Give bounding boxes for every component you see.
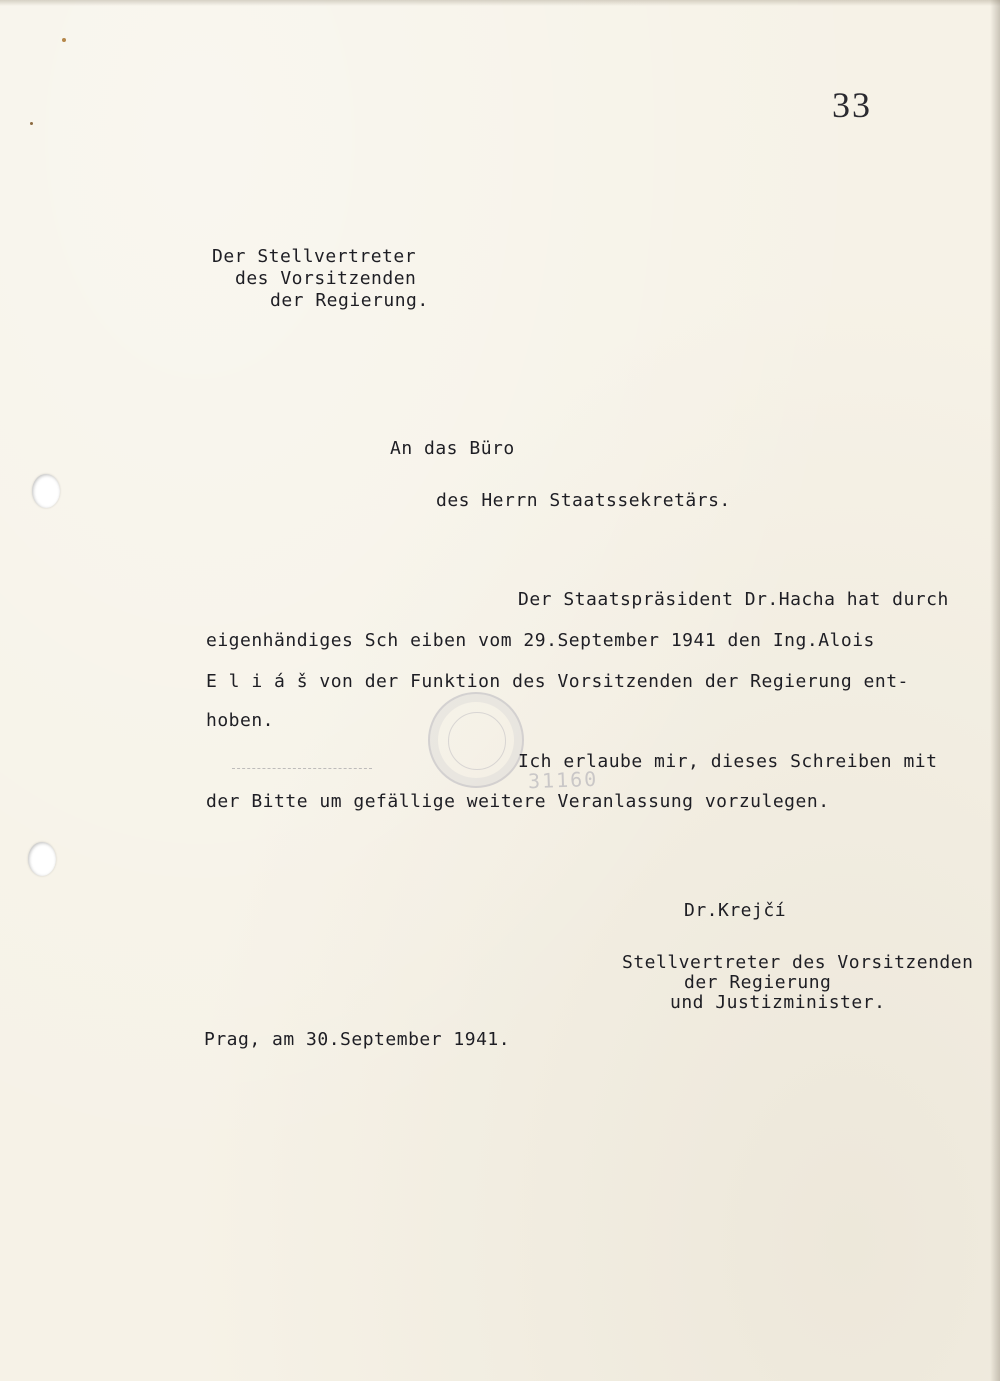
letterhead-line-2: des Vorsitzenden xyxy=(235,268,417,289)
signature-name: Dr.Krejčí xyxy=(684,900,787,921)
signature-title-3: und Justizminister. xyxy=(670,992,886,1013)
signature-title-1: Stellvertreter des Vorsitzenden xyxy=(622,952,974,973)
letterhead-line-1: Der Stellvertreter xyxy=(212,246,417,267)
body-line-1: Der Staatspräsident Dr.Hacha hat durch xyxy=(518,589,949,610)
paper-speck xyxy=(30,122,33,125)
paper-right-edge xyxy=(990,0,1000,1381)
punch-hole-upper xyxy=(32,474,60,508)
paper-top-edge xyxy=(0,0,1000,6)
body-line-3: E l i á š von der Funktion des Vorsitzenden der Regierung ent- xyxy=(206,671,909,692)
body-line-2: eigenhändiges Sch eiben vom 29.September 1941 den Ing.Alois xyxy=(206,630,875,651)
signature-title-2: der Regierung xyxy=(684,972,832,993)
place-date: Prag, am 30.September 1941. xyxy=(204,1029,511,1050)
recipient-line-1: An das Büro xyxy=(390,438,515,459)
body-line-5: Ich erlaube mir, dieses Schreiben mit xyxy=(518,751,938,772)
paper-speck xyxy=(62,38,66,42)
faint-dashed-line xyxy=(232,768,372,769)
recipient-line-2: des Herrn Staatssekretärs. xyxy=(436,490,731,511)
faded-round-stamp xyxy=(428,692,524,788)
folio-number: 33 xyxy=(832,85,872,125)
letterhead-line-3: der Regierung. xyxy=(270,290,429,311)
punch-hole-lower xyxy=(28,842,56,876)
body-line-6: der Bitte um gefällige weitere Veranlassung vorzulegen. xyxy=(206,791,830,812)
stamp-inner-ring xyxy=(448,712,506,770)
stamp-number: 31160 xyxy=(527,766,599,794)
body-line-4: hoben. xyxy=(206,710,275,731)
